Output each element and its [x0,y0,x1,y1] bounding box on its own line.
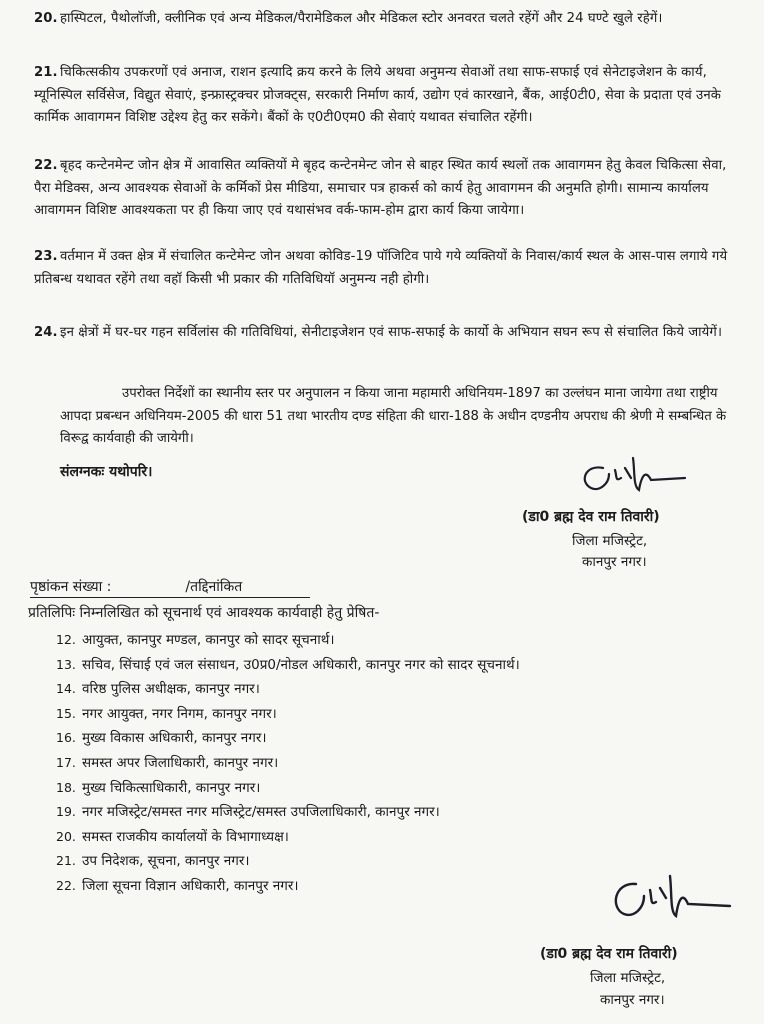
list-text: सचिव, सिंचाई एवं जल संसाधन, उ0प्र0/नोडल अधिकारी, कानपुर नगर को सादर सूचनार्थ। [82,656,520,673]
list-number: 16. [56,730,76,746]
penalty-notice: उपरोक्त निर्देशों का स्थानीय स्तर पर अनुपालन न किया जाना महामारी अधिनियम-1897 का उल्लंघन माना जायेगा तथा राष्ट्रीय आपदा प्रबन्धन अधिनियम-2005 की धारा 51 तथा भारतीय दण्ड संहिता की धारा-188 के अधीन दण्डनीय अपराध की श्रेणी मे सम्बन्धित के विरूद्व कार्यवाही की जायेगी। [60,386,727,446]
copy-to-line: प्रतिलिपिः निम्नलिखित को सूचनार्थ एवं आवश्यक कार्यवाही हेतु प्रेषित- [28,605,380,621]
directive-number: 21. [34,65,58,80]
list-text: समस्त राजकीय कार्यालयों के विभागाध्यक्ष। [82,828,289,845]
list-number: 13. [56,656,76,672]
directive-number: 23. [34,249,58,264]
list-item [56,776,520,801]
directive-item [34,8,742,31]
list-text: समस्त अपर जिलाधिकारी, कानपुर नगर। [82,754,279,771]
signatory-name: (डा0 ब्रह्म देव राम तिवारी) [522,509,660,525]
list-text: मुख्य विकास अधिकारी, कानपुर नगर। [82,730,267,747]
endorsement-label: पृष्ठांकन संख्या : [30,579,112,595]
signatory-place: कानपुर नगर। [582,554,647,570]
list-item [56,800,520,825]
directive-text: वर्तमान में उक्त क्षेत्र में संचालित कन्टेमेन्ट जोन अथवा कोविड-19 पॉजिटिव पाये गये व्यक्तियों के निवास/कार्य स्थल के आस-पास लगाये गये प्रतिबन्ध यथावत रहेंगे तथा वहॉ किसी भी प्रकार की गतिविधियॉ अनुमन्य नही होगी। [34,249,728,287]
directive-item [34,62,742,130]
list-text: मुख्य चिकित्साधिकारी, कानपुर नगर। [82,779,261,796]
list-item [56,628,520,653]
signatory-name-footer: (डा0 ब्रह्म देव राम तिवारी) [540,946,678,962]
list-text: उप निदेशक, सूचना, कानपुर नगर। [82,853,250,870]
list-item [56,702,520,727]
list-number: 18. [56,779,76,795]
endorsement-number [30,577,310,598]
list-number: 22. [56,877,76,893]
directive-number: 24. [34,325,58,340]
directive-item [34,322,742,345]
signature-mark [606,868,736,928]
list-number: 14. [56,681,76,697]
list-number: 21. [56,853,76,869]
list-text: आयुक्त, कानपुर मण्डल, कानपुर को सादर सूचनार्थ। [82,632,335,648]
list-item [56,751,520,776]
list-item [56,874,520,899]
directive-number: 20. [34,11,58,26]
signatory-place-footer: कानपुर नगर। [600,992,665,1008]
list-item [56,849,520,874]
directive-text: इन क्षेत्रों में घर-घर गहन सर्विलांस की गतिविधियां, सेनीटाइजेशन एवं साफ-सफाई के कार्यो के अभियान सघन रूप से संचालित किये जायेगें। [60,325,723,340]
list-number: 12. [56,632,76,647]
list-item [56,726,520,751]
directive-text: चिकित्सकीय उपकरणों एवं अनाज, राशन इत्यादि क्रय करने के लिये अथवा अनुमन्य सेवाओं तथा साफ-सफाई एवं सेनेटाइजेशन के कार्य, म्यूनिस्पिल सर्विसेज, विद्युत सेवाएं, इन्फ्रास्ट्रक्चर प्रोजक्ट्स, सरकारी निर्माण कार्य, उद्योग एवं कारखाने, बैंक, आई0टी0, सेवा के प्रदाता एवं उनके कार्मिक आवागमन विशिष्ट उद्देश्य हेतु कर सकेंगे। बैंकों के ए0टी0एम0 की सेवाएं यथावत संचालित रहेंगी। [34,65,722,125]
directive-number: 22. [34,158,58,173]
signatory-designation: जिला मजिस्ट्रेट, [572,533,648,549]
list-text: नगर आयुक्त, नगर निगम, कानपुर नगर। [82,705,277,722]
directive-text: हास्पिटल, पैथोलॉजी, क्लीनिक एवं अन्य मेडिकल/पैरामेडिकल और मेडिकल स्टोर अनवरत चलते रहेंगें और 24 घण्टे खुले रहेगें। [60,11,663,26]
list-text: जिला सूचना विज्ञान अधिकारी, कानपुर नगर। [82,877,299,894]
directive-item [34,155,742,223]
list-number: 19. [56,804,76,820]
list-number: 15. [56,705,76,721]
signatory-designation-footer: जिला मजिस्ट्रेट, [590,970,666,986]
list-item [56,825,520,850]
list-item [56,653,520,678]
recipient-list [56,628,520,899]
list-text: नगर मजिस्ट्रेट/समस्त नगर मजिस्ट्रेट/समस्त उपजिलाधिकारी, कानपुर नगर। [82,804,440,821]
list-text: वरिष्ठ पुलिस अधीक्षक, कानपुर नगर। [82,681,260,698]
list-number: 17. [56,754,76,770]
list-item [56,677,520,702]
directive-item [34,246,742,291]
endorsement-date: /तद्दिनांकित [185,579,243,595]
enclosure-note: संलग्नकः यथोपरि। [60,464,153,480]
signature-mark [575,448,695,500]
list-number: 20. [56,828,76,844]
directive-text: बृहद कन्टेनमेन्ट जोन क्षेत्र में आवासित व्यक्तियों मे बृहद कन्टेनमेन्ट जोन से बाहर स्थित कार्य स्थलों तक आवागमन हेतु केवल चिकित्सा सेवा, पैरा मेडिक्स, अन्य आवश्यक सेवाओं के कर्मिकों प्रेस मीडिया, समाचार पत्र हाकर्स को कार्य हेतु आवागमन की अनुमति होगी। सामान्य कार्यालय आवागमन विशिष्ट आवश्यकता पर ही किया जाए एवं यथासंभव वर्क-फाम-होम द्वारा कार्य किया जायेगा। [34,158,727,218]
